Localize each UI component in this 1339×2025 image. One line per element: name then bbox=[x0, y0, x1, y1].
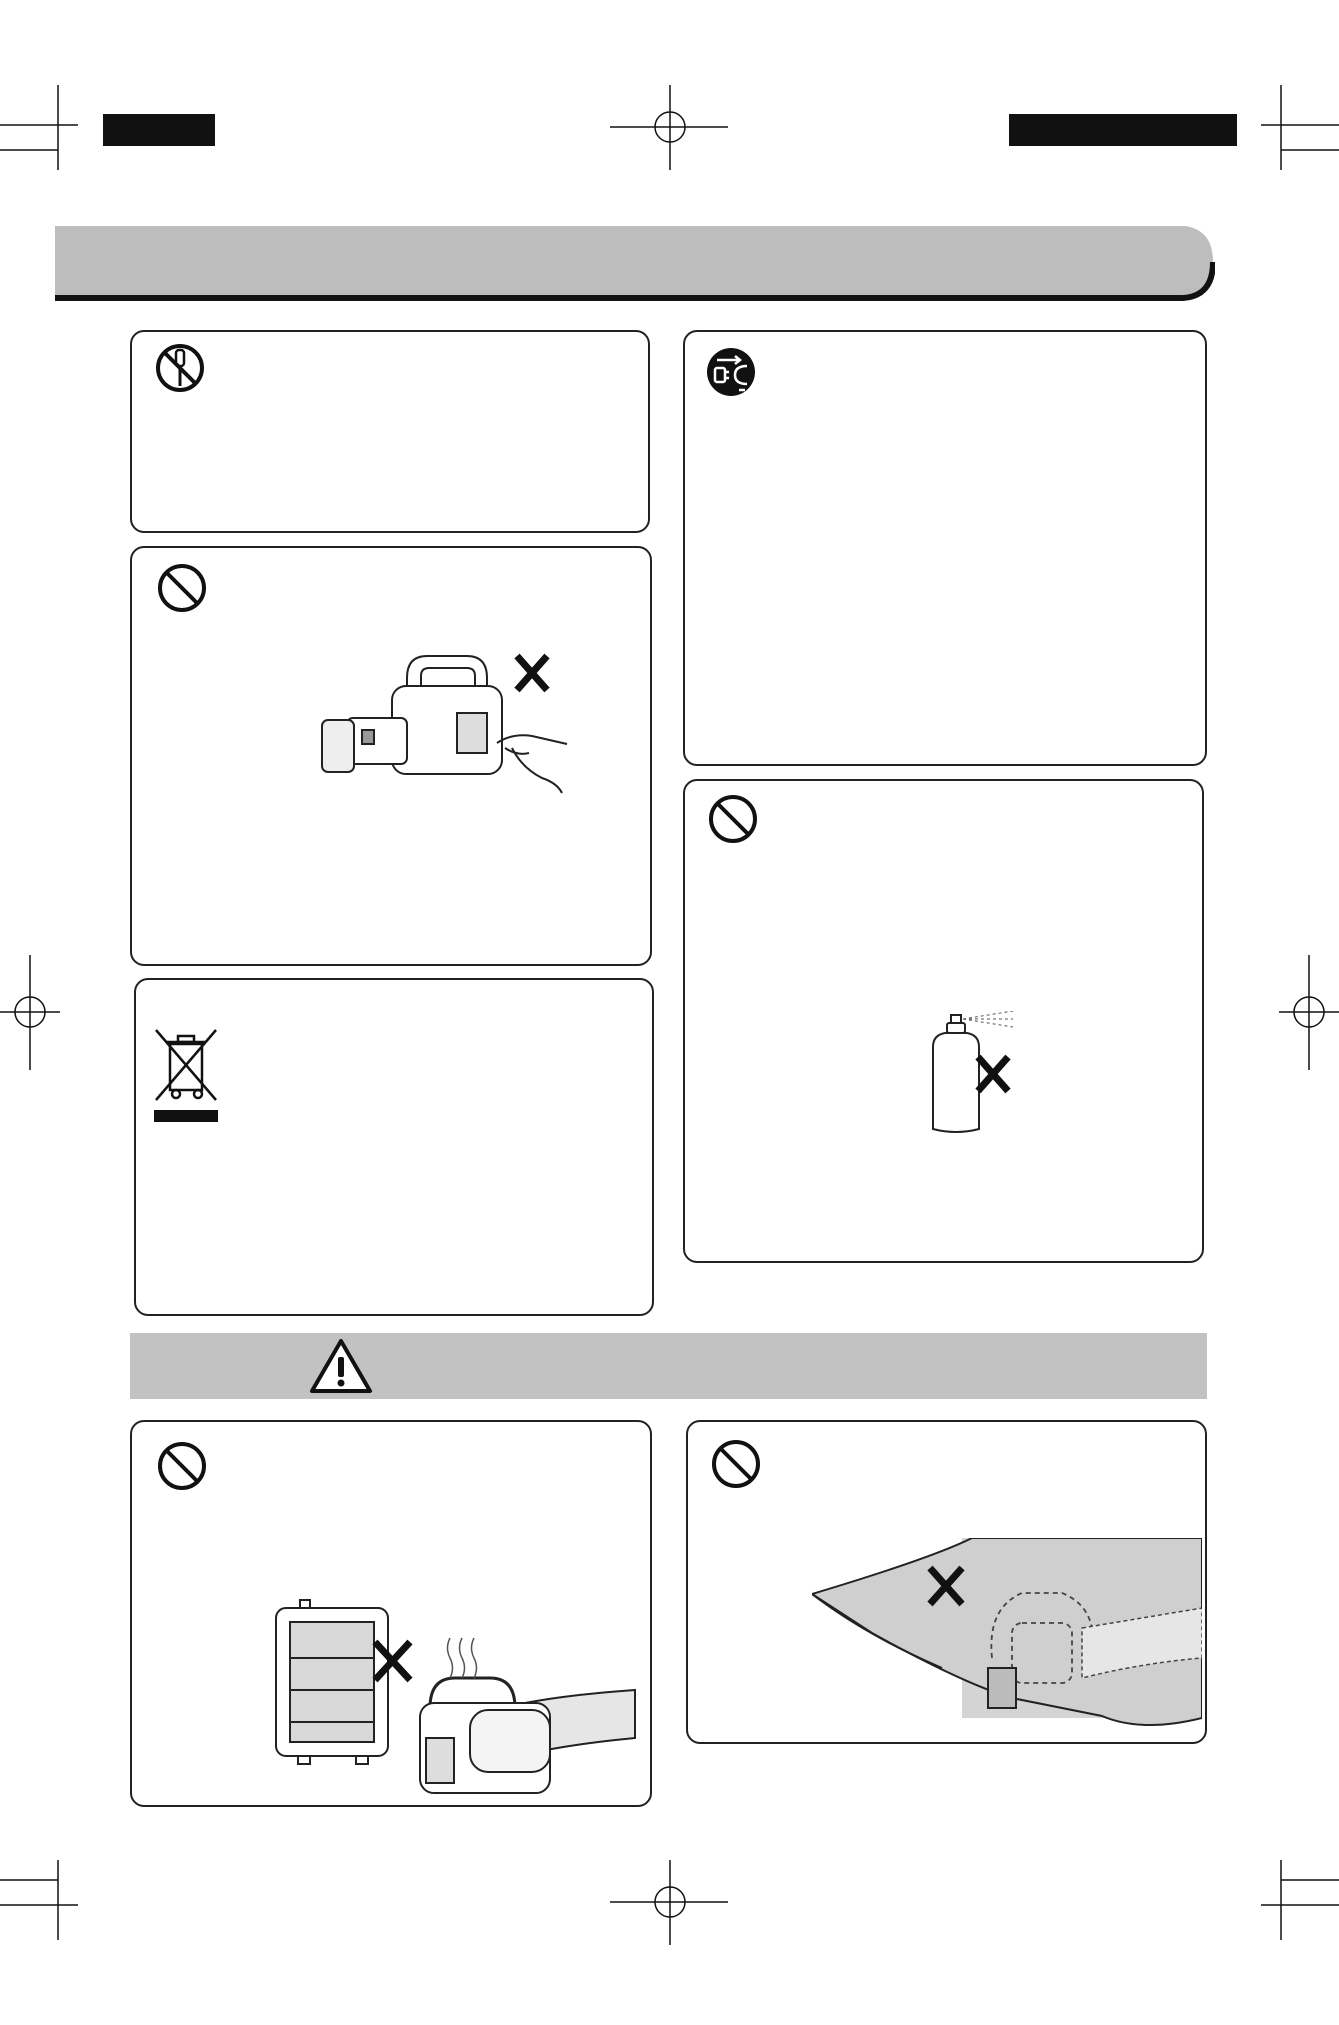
covered-dryer-illustration bbox=[812, 1538, 1202, 1738]
no-disassembly-icon bbox=[154, 342, 206, 394]
dryer-poking-illustration bbox=[317, 648, 577, 798]
caution-triangle-icon bbox=[308, 1337, 374, 1395]
warning-box-no-flammable-spray bbox=[683, 779, 1204, 1263]
heater-and-dryer-illustration bbox=[270, 1598, 640, 1803]
prohibited-icon bbox=[156, 1440, 208, 1492]
spray-can-illustration bbox=[923, 1011, 1033, 1136]
weee-crossed-bin-icon bbox=[150, 1026, 222, 1124]
prohibited-icon bbox=[710, 1438, 762, 1490]
unplug-icon bbox=[705, 346, 757, 398]
instruction-box-unplug bbox=[683, 330, 1207, 766]
disposal-box-weee bbox=[134, 978, 654, 1316]
warning-box-do-not-insert-objects bbox=[130, 546, 652, 966]
warning-box-no-disassembly bbox=[130, 330, 650, 533]
prohibited-icon bbox=[156, 562, 208, 614]
section-header-band bbox=[55, 226, 1215, 302]
caution-band bbox=[130, 1333, 1207, 1399]
caution-box-keep-away-from-heater bbox=[130, 1420, 652, 1807]
caution-box-do-not-cover bbox=[686, 1420, 1207, 1744]
prohibited-icon bbox=[707, 793, 759, 845]
